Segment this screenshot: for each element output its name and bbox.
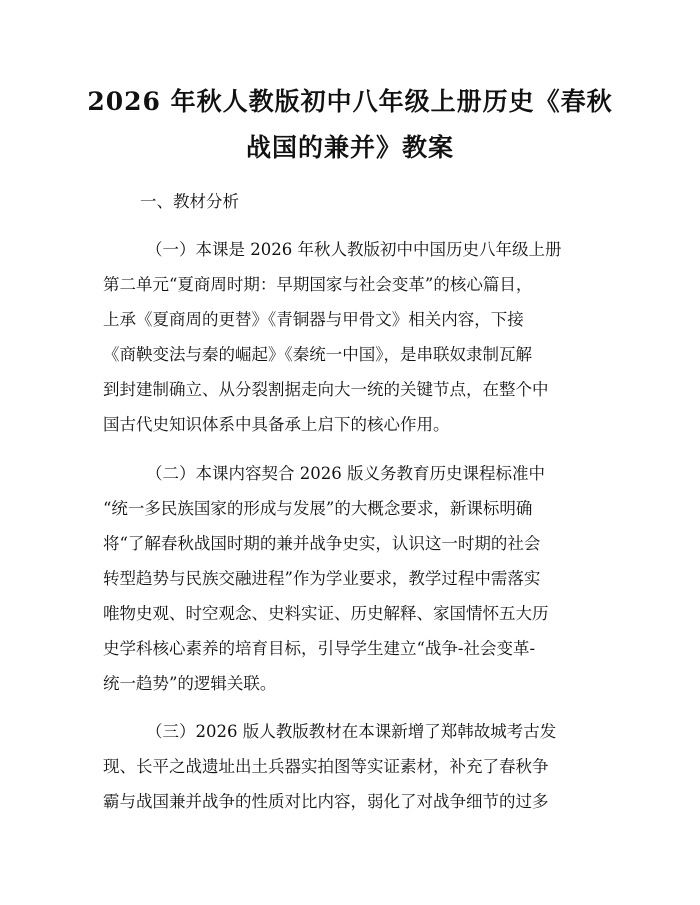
paragraph-3 [103,714,603,819]
document-title-line-2: 战国的兼并》教案 [245,133,454,162]
paragraph-line: 现、长平之战遗址出土兵器实拍图等实证素材，补充了春秋争 [103,757,549,776]
paragraph-line: （三）2026 版人教版教材在本课新增了郑韩故城考古发 [146,722,557,741]
paragraph-1 [103,232,603,442]
paragraph-line: 霸与战国兼并战争的性质对比内容，弱化了对战争细节的过多 [103,792,549,811]
paragraph-line: 国古代史知识体系中具备承上启下的核心作用。 [103,415,450,434]
paragraph-line: 统一趋势”的逻辑关联。 [103,674,277,693]
section-heading-textbook-analysis: 一、教材分析 [140,192,239,211]
paragraph-line: 第二单元“夏商周时期：早期国家与社会变革”的核心篇目， [103,275,533,294]
paragraph-line: “统一多民族国家的形成与发展”的大概念要求，新课标明确 [103,499,533,518]
paragraph-line: 唯物史观、时空观念、史料实证、历史解释、家国情怀五大历 [103,604,549,623]
paragraph-line: 《商鞅变法与秦的崛起》《秦统一中国》，是串联奴隶制瓦解 [103,345,532,364]
paragraph-line: （一）本课是 2026 年秋人教版初中中国历史八年级上册 [146,240,562,259]
paragraph-line: 上承《夏商周的更替》《青铜器与甲骨文》相关内容，下接 [103,310,524,329]
paragraph-line: 史学科核心素养的培育目标，引导学生建立“战争-社会变革- [103,639,536,658]
document-title-line-1: 2026 年秋人教版初中八年级上册历史《春秋 [87,87,613,116]
paragraph-line: （二）本课内容契合 2026 版义务教育历史课程标准中 [146,464,545,483]
paragraph-line: 到封建制确立、从分裂割据走向大一统的关键节点，在整个中 [103,380,549,399]
paragraph-line: 将“了解春秋战国时期的兼并战争史实，认识这一时期的社会 [103,534,541,553]
paragraph-line: 转型趋势与民族交融进程”作为学业要求，教学过程中需落实 [103,569,541,588]
paragraph-2 [103,456,603,701]
